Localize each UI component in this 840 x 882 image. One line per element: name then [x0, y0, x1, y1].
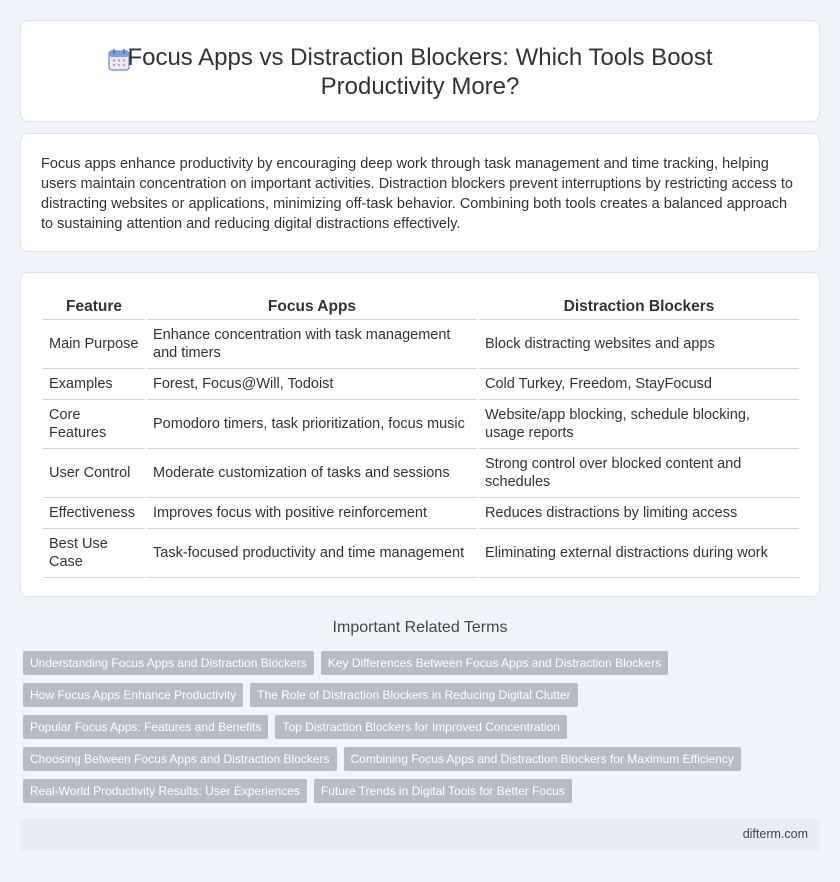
focus-apps-cell: Moderate customization of tasks and sessions: [146, 448, 478, 497]
column-header-feature: Feature: [43, 295, 146, 319]
focus-apps-cell: Task-focused productivity and time management: [146, 528, 478, 577]
related-term-tag[interactable]: Top Distraction Blockers for Improved Concentration: [275, 715, 566, 739]
distraction-blockers-cell: Reduces distractions by limiting access: [478, 497, 799, 528]
feature-cell: Effectiveness: [43, 497, 146, 528]
intro-paragraph: Focus apps enhance productivity by encouraging deep work through task management and time tracking, helping users maintain concentration on important activities. Distraction blockers prevent interruptions by restricting access to distracting websites or applications, minimizing off-task behavior. Combining both tools creates a balanced approach to sustaining attention and reducing digital distractions effectively.: [41, 156, 793, 232]
related-term-tag[interactable]: How Focus Apps Enhance Productivity: [23, 683, 243, 707]
table-row: [43, 448, 799, 497]
distraction-blockers-cell: Website/app blocking, schedule blocking, usage reports: [478, 399, 799, 448]
comparison-table: [43, 295, 799, 578]
related-term-tag[interactable]: Key Differences Between Focus Apps and Distraction Blockers: [321, 651, 668, 675]
related-term-tag[interactable]: Popular Focus Apps: Features and Benefits: [23, 715, 268, 739]
focus-apps-cell: Improves focus with positive reinforcement: [146, 497, 478, 528]
table-row: [43, 399, 799, 448]
table-row: [43, 528, 799, 577]
comparison-table-card: [20, 272, 820, 597]
table-row: [43, 368, 799, 399]
intro-card: [20, 133, 820, 252]
distraction-blockers-cell: Eliminating external distractions during work: [478, 528, 799, 577]
related-term-tag[interactable]: Choosing Between Focus Apps and Distraction Blockers: [23, 747, 337, 771]
feature-cell: Best Use Case: [43, 528, 146, 577]
related-terms-list: [23, 651, 813, 811]
related-terms-heading: Important Related Terms: [332, 619, 508, 636]
page-title: Focus Apps vs Distraction Blockers: Which Tools Boost Productivity More?: [127, 44, 713, 100]
distraction-blockers-cell: Strong control over blocked content and schedules: [478, 448, 799, 497]
related-term-tag[interactable]: Combining Focus Apps and Distraction Blockers for Maximum Efficiency: [344, 747, 741, 771]
focus-apps-cell: Pomodoro timers, task prioritization, focus music: [146, 399, 478, 448]
feature-cell: Examples: [43, 368, 146, 399]
focus-apps-cell: Enhance concentration with task management and timers: [146, 319, 478, 368]
feature-cell: Core Features: [43, 399, 146, 448]
footer: [20, 818, 820, 851]
table-row: [43, 319, 799, 368]
related-term-tag[interactable]: Understanding Focus Apps and Distraction Blockers: [23, 651, 314, 675]
column-header-distraction-blockers: Distraction Blockers: [478, 295, 799, 319]
distraction-blockers-cell: Cold Turkey, Freedom, StayFocusd: [478, 368, 799, 399]
feature-cell: Main Purpose: [43, 319, 146, 368]
focus-apps-cell: Forest, Focus@Will, Todoist: [146, 368, 478, 399]
related-term-tag[interactable]: The Role of Distraction Blockers in Reducing Digital Clutter: [250, 683, 577, 707]
table-row: [43, 497, 799, 528]
feature-cell: User Control: [43, 448, 146, 497]
title-card: [20, 20, 820, 122]
table-header-row: [43, 295, 799, 319]
footer-site-name[interactable]: difterm.com: [742, 827, 808, 841]
column-header-focus-apps: Focus Apps: [146, 295, 478, 319]
related-term-tag[interactable]: Real-World Productivity Results: User Experiences: [23, 779, 307, 803]
distraction-blockers-cell: Block distracting websites and apps: [478, 319, 799, 368]
related-term-tag[interactable]: Future Trends in Digital Tools for Better Focus: [314, 779, 572, 803]
